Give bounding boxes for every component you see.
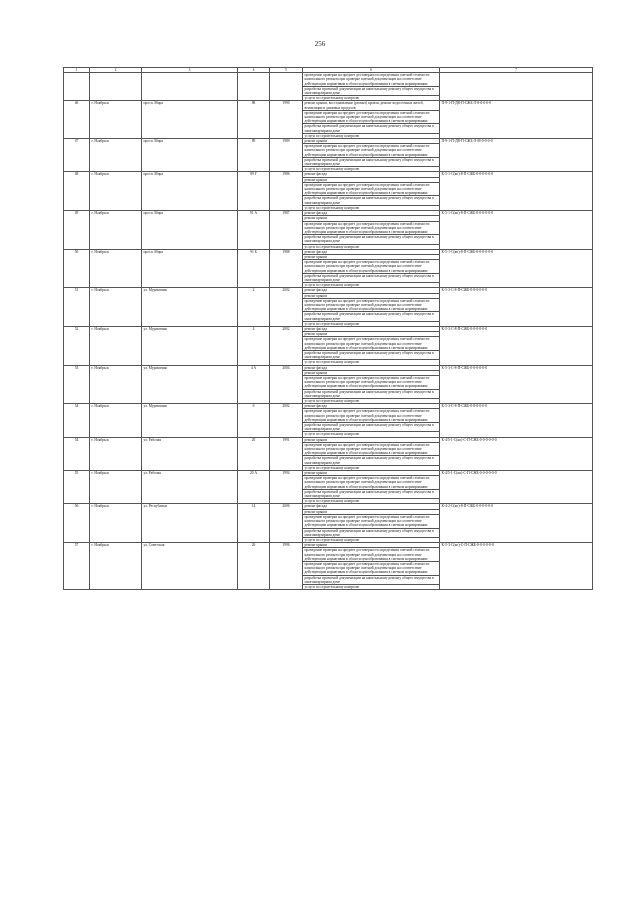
year-cell: 2006: [270, 504, 303, 543]
city-cell: г. Ноябрьск: [90, 249, 142, 288]
row-number: 50: [64, 249, 90, 288]
street-cell: ул. Муравленко: [142, 288, 238, 327]
year-cell: [270, 73, 303, 101]
work-type-cell: проведение проверки на предмет достоверности определения сметной стоимости капитального ремонта при проверке сметной документации на соответствие действующим нормативам в области ценообразования в сметном нормировании: [303, 442, 440, 456]
work-type-cell: проведение проверки на предмет достоверности определения сметной стоимости капитального ремонта при проверке сметной документации на соответствие действующим нормативам в области ценообразования в сметном нормировании: [303, 548, 440, 562]
street-cell: ул. Советская: [142, 543, 238, 590]
work-type-cell: услуги по строительному контролю: [303, 360, 440, 365]
city-cell: г. Ноябрьск: [90, 288, 142, 327]
street-cell: просп. Мира: [142, 172, 238, 211]
work-type-cell: разработка проектной документации на капитальному ремонту общего имущества в многоквартирном доме: [303, 157, 440, 166]
street-cell: просп. Мира: [142, 139, 238, 172]
work-type-cell: разработка проектной документации на капитальному ремонту общего имущества в многоквартирном доме: [303, 575, 440, 584]
work-type-cell: ремонт крыши: [303, 332, 440, 337]
street-cell: ул. Муравленко: [142, 365, 238, 404]
street-cell: ул. Рабочая: [142, 437, 238, 470]
work-type-cell: ремонт крыши: [303, 139, 440, 144]
row-number: 55: [64, 471, 90, 504]
work-type-cell: проведение проверки на предмет достоверности определения сметной стоимости капитального ремонта при проверке сметной документации на соответствие действующим нормативам в области ценообразования в сметном нормировании: [303, 337, 440, 351]
house-cell: 91 Б: [238, 249, 270, 288]
year-cell: 1991: [270, 437, 303, 470]
work-type-cell: услуги по строительному контролю: [303, 499, 440, 504]
work-type-cell: проведение проверки на предмет достоверности определения сметной стоимости капитального ремонта при проверке сметной документации на соответствие действующим нормативам в области ценообразования в сметном нормировании: [303, 514, 440, 528]
work-type-cell: ремонт фасада: [303, 326, 440, 331]
house-cell: [238, 73, 270, 101]
city-cell: г. Ноябрьск: [90, 543, 142, 590]
row-number: 53: [64, 365, 90, 404]
year-cell: 2002: [270, 404, 303, 437]
year-cell: 1986: [270, 172, 303, 211]
street-cell: просп. Мира: [142, 211, 238, 250]
header-cell-4: 4: [238, 68, 270, 73]
code-cell: П-9-1-П-ДВ-П-СЖБ-Л-8-0-0-0-0: [440, 101, 593, 139]
house-cell: 4: [238, 326, 270, 365]
work-type-cell: проведение проверки на предмет достоверности определения сметной стоимости капитального ремонта при проверке сметной документации на соответствие действующим нормативам в области ценообразования в сметном нормировании: [303, 221, 440, 235]
work-type-cell: разработка проектной документации на капитальному ремонту общего имущества в многоквартирном доме: [303, 312, 440, 321]
house-cell: 4 А: [238, 365, 270, 404]
register-body: [64, 68, 593, 590]
code-cell: К-5-3-С-8-П-СЖБ-0-0-0-0-0-0: [440, 288, 593, 327]
work-type-cell: проведение проверки на предмет достоверности определения сметной стоимости капитального ремонта при проверке сметной документации на соответствие действующим нормативам в области ценообразования в сметном нормировании: [303, 561, 440, 575]
work-type-cell: услуги по строительному контролю: [303, 283, 440, 288]
code-cell: К-5-3-С-8-П-СЖБ-0-0-0-0-0-0: [440, 326, 593, 365]
house-cell: 6: [238, 404, 270, 437]
street-cell: ул. Муравленко: [142, 326, 238, 365]
work-type-cell: ремонт фасада: [303, 288, 440, 293]
code-cell: К-5-1-С(кп)-8-П-СЖБ-0-0-0-0-0-0: [440, 211, 593, 250]
work-type-cell: разработка проектной документации на капитальному ремонту общего имущества в многоквартирном доме: [303, 489, 440, 498]
row-number: 56: [64, 504, 90, 543]
code-cell: К-5-3-С-8-П-СЖБ-0-0-0-0-0-0: [440, 365, 593, 404]
work-type-cell: ремонт фасада: [303, 404, 440, 409]
house-cell: 2: [238, 288, 270, 327]
work-type-cell: услуги по строительному контролю: [303, 167, 440, 172]
work-type-cell: проведение проверки на предмет достоверности определения сметной стоимости капитального ремонта при проверке сметной документации на соответствие действующим нормативам в области ценообразования в сметном нормировании: [303, 409, 440, 423]
year-cell: 1996: [270, 543, 303, 590]
city-cell: г. Ноябрьск: [90, 404, 142, 437]
work-type-cell: ремонт крыши: [303, 370, 440, 375]
header-cell-1: 1: [64, 68, 90, 73]
year-cell: 2002: [270, 288, 303, 327]
work-type-cell: разработка проектной документации на капитальному ремонту общего имущества в многоквартирном доме: [303, 423, 440, 432]
work-type-cell: разработка проектной документации на капитальному ремонту общего имущества в многоквартирном доме: [303, 86, 440, 95]
code-cell: К-5-3-С-8-П-СЖБ-0-0-0-0-0-0: [440, 404, 593, 437]
work-type-cell: разработка проектной документации на капитальному ремонту общего имущества в многоквартирном доме: [303, 389, 440, 398]
city-cell: г. Ноябрьск: [90, 437, 142, 470]
work-type-cell: ремонт фасада: [303, 365, 440, 370]
work-type-cell: услуги по строительному контролю: [303, 244, 440, 249]
work-type-cell: разработка проектной документации на капитальному ремонту общего имущества в многоквартирном доме: [303, 528, 440, 537]
row-number: 52: [64, 326, 90, 365]
row-number: 51: [64, 288, 90, 327]
code-cell: [440, 73, 593, 101]
city-cell: г. Ноябрьск: [90, 504, 142, 543]
row-number: 48: [64, 172, 90, 211]
house-cell: 89 Г: [238, 172, 270, 211]
work-type-cell: услуги по строительному контролю: [303, 133, 440, 138]
header-cell-2: 2: [90, 68, 142, 73]
work-type-cell: ремонт крыши: [303, 293, 440, 298]
row-number: 46: [64, 101, 90, 139]
row-number: 54: [64, 437, 90, 470]
code-cell: П-9-1-П-ДВ-П-СЖБ-Л-М-0-0-0-0: [440, 139, 593, 172]
work-type-cell: проведение проверки на предмет достоверности определения сметной стоимости капитального ремонта при проверке сметной документации на соответствие действующим нормативам в области ценообразования в сметном нормировании: [303, 298, 440, 312]
house-cell: 20: [238, 437, 270, 470]
code-cell: К-5-1-С(кп)-8-П-СЖБ-0-0-0-0-0-0: [440, 249, 593, 288]
work-type-cell: услуги по строительному контролю: [303, 96, 440, 101]
city-cell: г. Ноябрьск: [90, 365, 142, 404]
work-type-cell: разработка проектной документации на капитальному ремонту общего имущества в многоквартирном доме: [303, 124, 440, 133]
house-cell: 88: [238, 101, 270, 139]
work-type-cell: ремонт фасада: [303, 504, 440, 509]
work-type-cell: проведение проверки на предмет достоверности определения сметной стоимости капитального ремонта при проверке сметной документации на соответствие действующим нормативам в области ценообразования в сметном нормировании: [303, 73, 440, 87]
house-cell: 91 А: [238, 211, 270, 250]
year-cell: 1988: [270, 249, 303, 288]
year-cell: 2002: [270, 326, 303, 365]
row-number: 54: [64, 404, 90, 437]
work-type-cell: услуги по строительному контролю: [303, 399, 440, 404]
year-cell: 1989: [270, 139, 303, 172]
work-type-cell: ремонт крыши: [303, 509, 440, 514]
city-cell: г. Ноябрьск: [90, 172, 142, 211]
header-cell-3: 3: [142, 68, 238, 73]
work-type-cell: услуги по строительному контролю: [303, 205, 440, 210]
work-type-cell: ремонт крыши, восстановление (ремонт) кровли, ремонт водосточных желоб, вентиляции и дымовых продухов: [303, 101, 440, 110]
page-number: 256: [314, 40, 326, 48]
city-cell: г. Ноябрьск: [90, 471, 142, 504]
work-type-cell: ремонт крыши: [303, 216, 440, 221]
house-cell: 26: [238, 543, 270, 590]
work-type-cell: услуги по строительному контролю: [303, 432, 440, 437]
work-type-cell: ремонт фасада: [303, 249, 440, 254]
code-cell: К-4/5-1-С(кп)-С-П-СЖБ-0-0-0-0-0-0: [440, 437, 593, 470]
header-cell-7: 7: [440, 68, 593, 73]
work-type-cell: услуги по строительному контролю: [303, 465, 440, 470]
header-cell-5: 5: [270, 68, 303, 73]
work-type-cell: проведение проверки на предмет достоверности определения сметной стоимости капитального ремонта при проверке сметной документации на соответствие действующим нормативам в области ценообразования в сметном нормировании: [303, 144, 440, 158]
row-number: 57: [64, 543, 90, 590]
house-cell: 20 А: [238, 471, 270, 504]
work-type-cell: разработка проектной документации на капитальному ремонту общего имущества в многоквартирном доме: [303, 235, 440, 244]
work-type-cell: услуги по строительному контролю: [303, 584, 440, 589]
work-type-cell: проведение проверки на предмет достоверности определения сметной стоимости капитального ремонта при проверке сметной документации на соответствие действующим нормативам в области ценообразования в сметном нормировании: [303, 260, 440, 274]
street-cell: просп. Мира: [142, 101, 238, 139]
code-cell: К-4/5-1-С(кп)-С-П-СЖБ-0-0-0-0-0-0: [440, 471, 593, 504]
city-cell: [90, 73, 142, 101]
city-cell: г. Ноябрьск: [90, 326, 142, 365]
work-type-cell: услуги по строительному контролю: [303, 537, 440, 542]
work-type-cell: проведение проверки на предмет достоверности определения сметной стоимости капитального ремонта при проверке сметной документации на соответствие действующим нормативам в области ценообразования в сметном нормировании: [303, 476, 440, 490]
register-table: [63, 67, 593, 590]
house-cell: 89: [238, 139, 270, 172]
work-type-cell: проведение проверки на предмет достоверности определения сметной стоимости капитального ремонта при проверке сметной документации на соответствие действующим нормативам в области ценообразования в сметном нормировании: [303, 376, 440, 390]
work-type-cell: ремонт крыши: [303, 543, 440, 548]
work-type-cell: проведение проверки на предмет достоверности определения сметной стоимости капитального ремонта при проверке сметной документации на соответствие действующим нормативам в области ценообразования в сметном нормировании: [303, 182, 440, 196]
header-cell-6: 6: [303, 68, 440, 73]
code-cell: К-5-1-С(кп)-8-П-СЖБ-0-0-0-0-0-0: [440, 172, 593, 211]
code-cell: К-4-2-С(кп)-8-П-СЖБ-0-0-0-0-0-0: [440, 504, 593, 543]
code-cell: К-5-3-С(кп)-С-П-СЖБ-0-0-0-0-0-0: [440, 543, 593, 590]
work-type-cell: ремонт фасада: [303, 172, 440, 177]
house-cell: 14: [238, 504, 270, 543]
work-type-cell: разработка проектной документации на капитальному ремонту общего имущества в многоквартирном доме: [303, 350, 440, 359]
year-cell: 1987: [270, 211, 303, 250]
work-type-cell: ремонт крыши: [303, 437, 440, 442]
work-type-cell: проведение проверки на предмет достоверности определения сметной стоимости капитального ремонта при проверке сметной документации на соответствие действующим нормативам в области ценообразования в сметном нормировании: [303, 110, 440, 124]
year-cell: 2004: [270, 365, 303, 404]
work-type-cell: разработка проектной документации на капитальному ремонту общего имущества в многоквартирном доме: [303, 456, 440, 465]
row-number: 49: [64, 211, 90, 250]
work-type-cell: разработка проектной документации на капитальному ремонту общего имущества в многоквартирном доме: [303, 273, 440, 282]
row-number: [64, 73, 90, 101]
city-cell: г. Ноябрьск: [90, 139, 142, 172]
work-type-cell: ремонт крыши: [303, 254, 440, 259]
work-type-cell: ремонт фасада: [303, 211, 440, 216]
work-type-cell: ремонт крыши: [303, 471, 440, 476]
year-cell: 1990: [270, 101, 303, 139]
city-cell: г. Ноябрьск: [90, 101, 142, 139]
street-cell: просп. Мира: [142, 249, 238, 288]
city-cell: г. Ноябрьск: [90, 211, 142, 250]
row-number: 47: [64, 139, 90, 172]
street-cell: ул. Муравленко: [142, 404, 238, 437]
street-cell: [142, 73, 238, 101]
street-cell: ул. Республики: [142, 504, 238, 543]
work-type-cell: ремонт крыши: [303, 177, 440, 182]
year-cell: 1994: [270, 471, 303, 504]
work-type-cell: разработка проектной документации на капитальному ремонту общего имущества в многоквартирном доме: [303, 196, 440, 205]
table-row: [64, 101, 593, 110]
street-cell: ул. Рабочая: [142, 471, 238, 504]
work-type-cell: услуги по строительному контролю: [303, 321, 440, 326]
table-row: [64, 73, 593, 87]
